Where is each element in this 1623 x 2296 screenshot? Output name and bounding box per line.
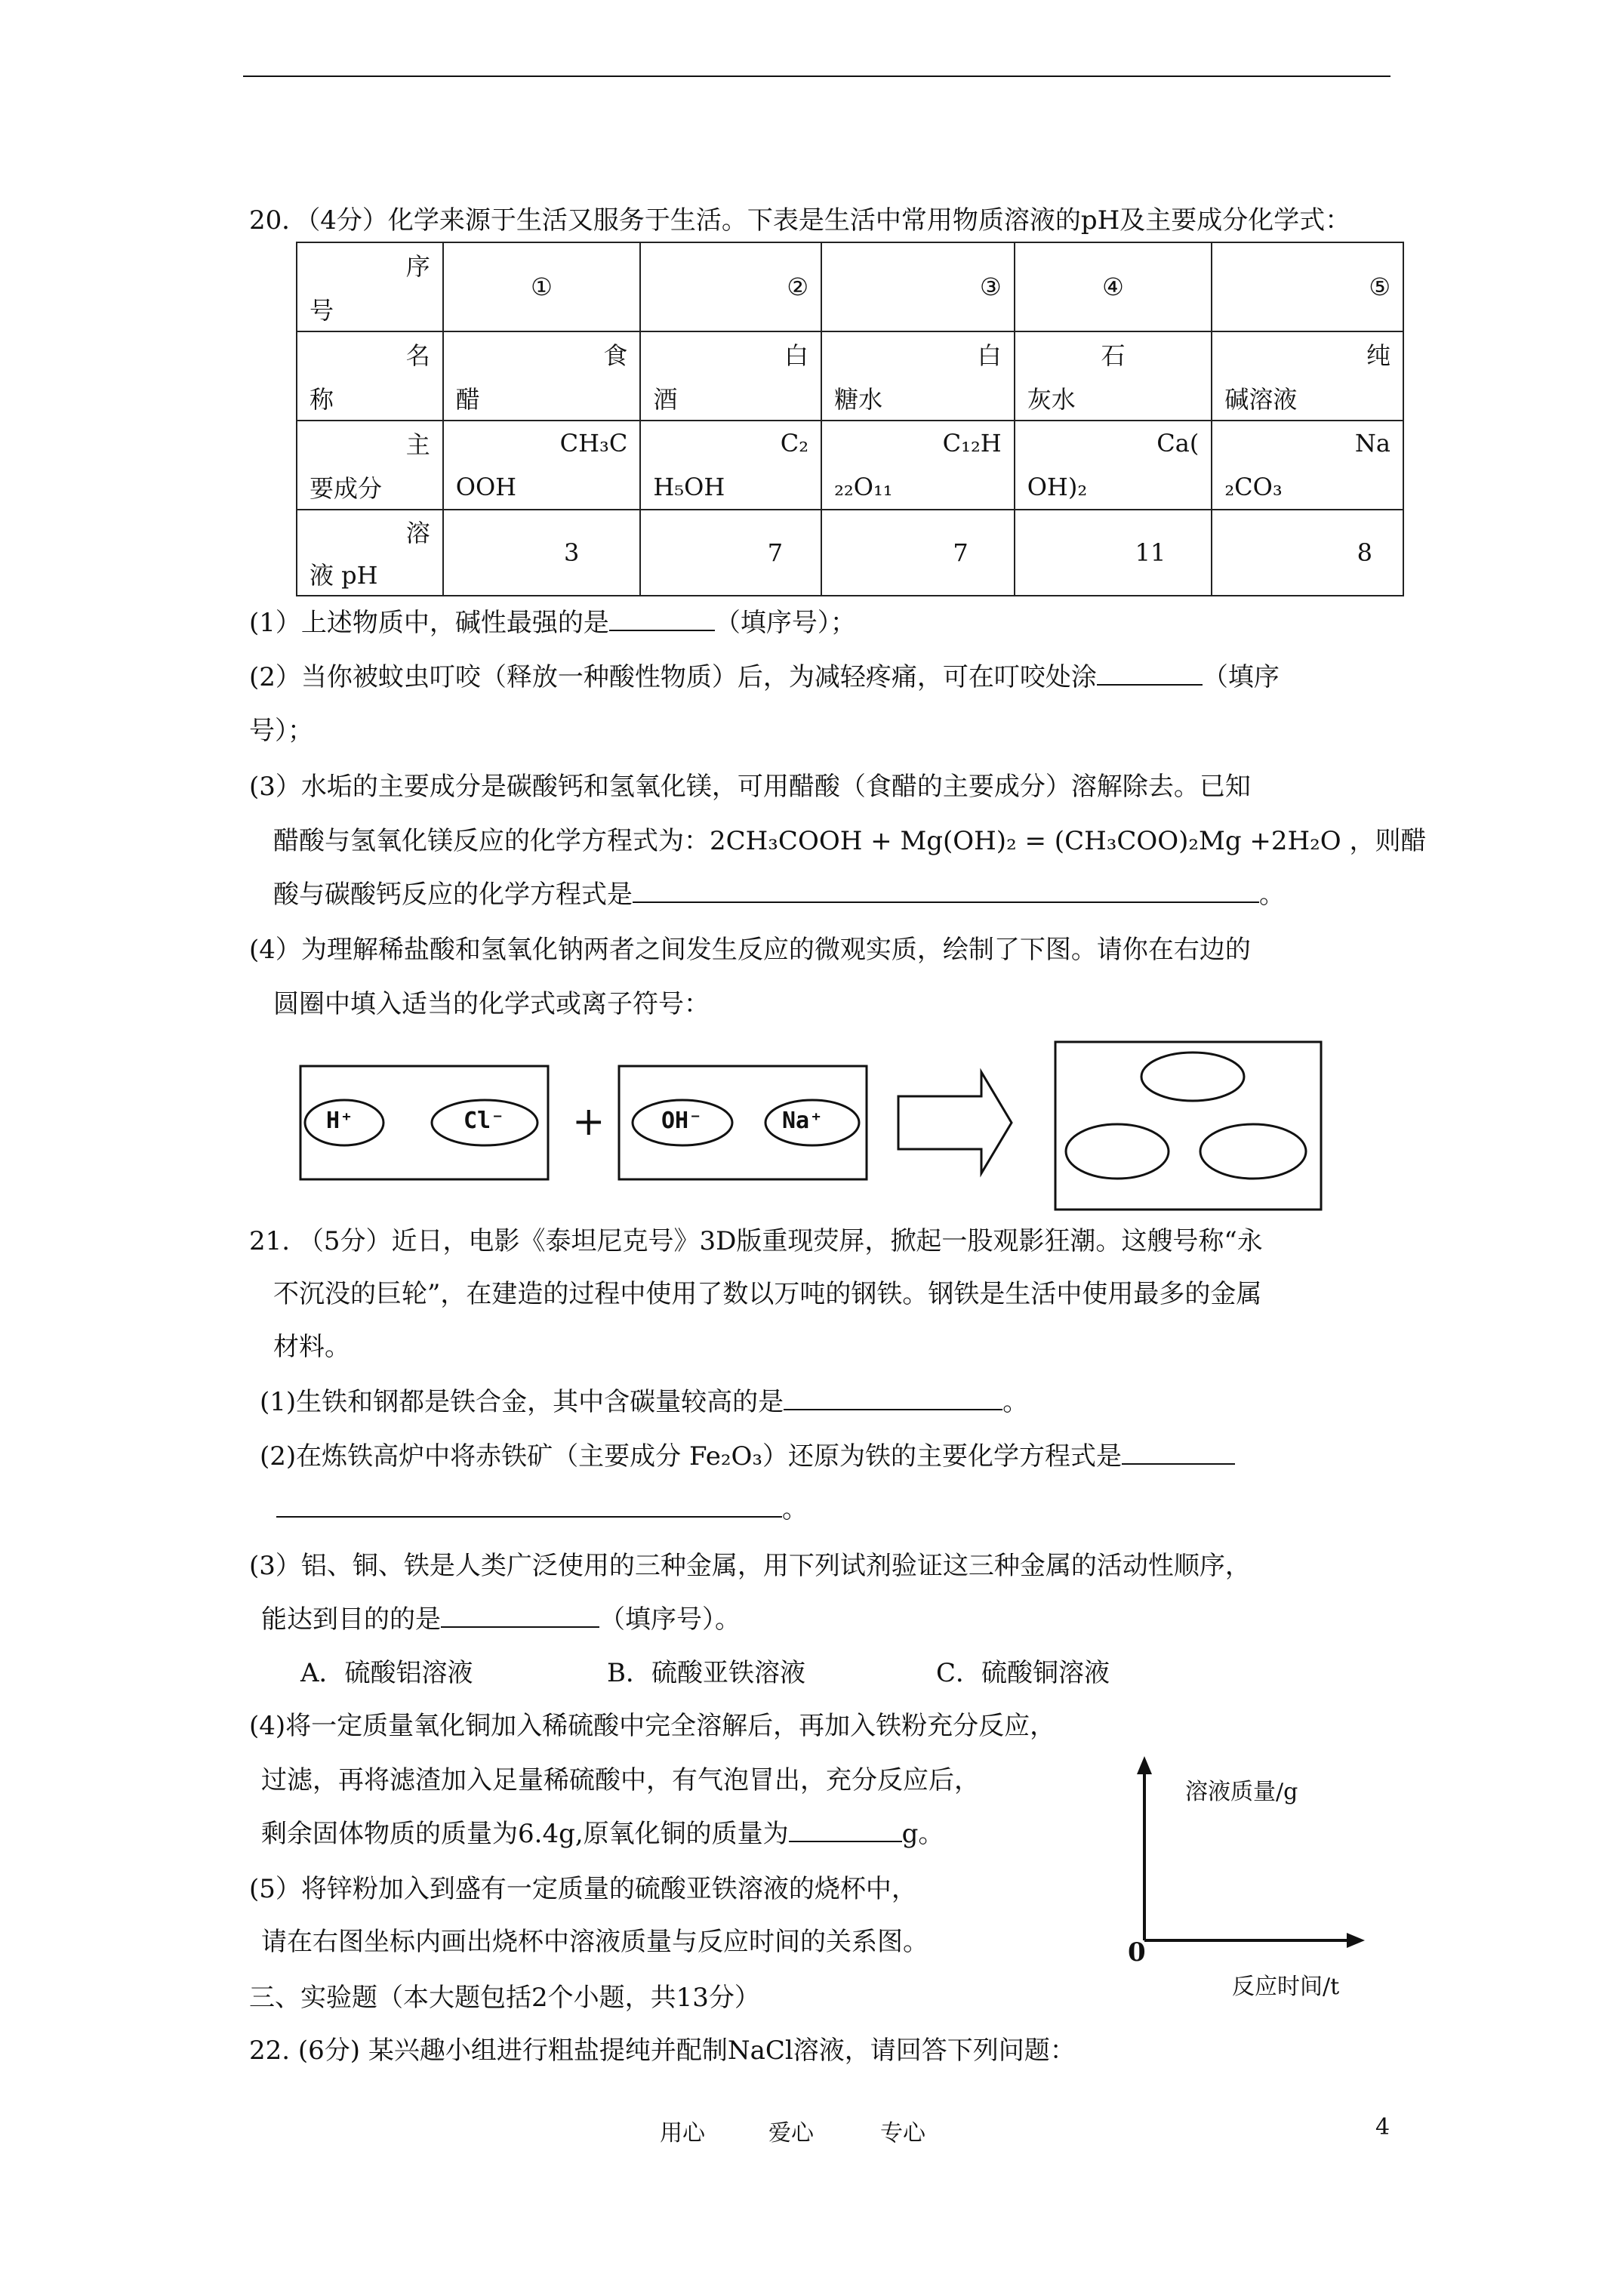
component-4: Ca( OH)₂ [1015, 421, 1212, 510]
x-axis-arrow-icon [1347, 1933, 1365, 1948]
serial-1: ① [443, 242, 641, 331]
q21-sub2: (2)在炼铁高炉中将赤铁矿（主要成分 Fe₂O₃）还原为铁的主要化学方程式是 [260, 1439, 1235, 1473]
q20-sub4-line1: (4）为理解稀盐酸和氢氧化钠两者之间发生反应的微观实质，绘制了下图。请你在右边的 [249, 935, 1251, 965]
q21-option-a: A．硫酸铝溶液 [300, 1658, 473, 1688]
header-rule [243, 76, 1390, 77]
footer-motto-1: 用心 [660, 2120, 705, 2147]
q21-option-c: C．硫酸铜溶液 [936, 1658, 1110, 1688]
q20-header: 20．（4分）化学来源于生活又服务于生活。下表是生活中常用物质溶液的pH及主要成分化学式： [249, 205, 1351, 236]
ph-4: 11 [1015, 510, 1212, 596]
q21-option-b: B．硫酸亚铁溶液 [607, 1658, 805, 1688]
q20-sub2-wrap: 号）； [249, 716, 313, 746]
row-header-component: 主 要成分 [297, 421, 443, 510]
q20-sub1: (1）上述物质中，碱性最强的是 （填序号）； [249, 606, 856, 639]
component-1: CH₃C OOH [443, 421, 641, 510]
graph-xlabel: 反应时间/t [1232, 1974, 1340, 2000]
y-axis-arrow-icon [1137, 1756, 1152, 1774]
name-3: 白 糖水 [821, 331, 1015, 421]
ion-oh-label: OH⁻ [661, 1108, 703, 1134]
q21-line2: 不沉没的巨轮”，在建造的过程中使用了数以万吨的钢铁。钢铁是生活中使用最多的金属 [273, 1279, 1262, 1309]
component-2: C₂ H₅OH [640, 421, 821, 510]
row-header-name: 名 称 [297, 331, 443, 421]
serial-2: ② [640, 242, 821, 331]
naoh-box [619, 1066, 867, 1179]
q21-sub3-line2: 能达到目的的是 （填序号）。 [261, 1602, 741, 1636]
ion-h-label: H⁺ [326, 1108, 354, 1134]
q21-sub4-line2: 过滤，再将滤渣加入足量稀硫酸中，有气泡冒出，充分反应后， [261, 1765, 980, 1795]
q20-sub3-line3: 酸与碳酸钙反应的化学方程式是 。 [273, 877, 1285, 911]
serial-5: ⑤ [1212, 242, 1403, 331]
page-number: 4 [1375, 2114, 1390, 2140]
product-ellipse-left [1066, 1124, 1169, 1179]
ph-table [296, 242, 1404, 596]
section3-heading: 三、实验题（本大题包括2个小题，共13分） [249, 1983, 760, 2013]
ion-cl-label: Cl⁻ [463, 1108, 505, 1134]
name-2: 白 酒 [640, 331, 821, 421]
row-header-serial: 序 号 [297, 242, 443, 331]
q21-sub4-line3: 剩余固体物质的质量为6.4g,原氧化铜的质量为 g。 [261, 1817, 944, 1851]
name-1: 食 醋 [443, 331, 641, 421]
product-box [1055, 1042, 1321, 1210]
ph-2: 7 [640, 510, 821, 596]
q21-sub2-wrap: 。 [276, 1492, 808, 1526]
component-5: Na ₂CO₃ [1212, 421, 1403, 510]
q21-sub5-line1: (5）将锌粉加入到盛有一定质量的硫酸亚铁溶液的烧杯中， [249, 1874, 917, 1904]
graph-ylabel: 溶液质量/g [1185, 1779, 1298, 1805]
component-3: C₁₂H ₂₂O₁₁ [821, 421, 1015, 510]
graph-origin: 0 [1128, 1937, 1146, 1968]
plus-sign: + [572, 1099, 605, 1145]
ion-na-label: Na⁺ [782, 1108, 824, 1134]
footer-motto-3: 专心 [880, 2120, 925, 2147]
right-arrow-icon [898, 1072, 1012, 1173]
ph-3: 7 [821, 510, 1015, 596]
serial-3: ③ [821, 242, 1015, 331]
q21-sub5-line2: 请在右图坐标内画出烧杯中溶液质量与反应时间的关系图。 [261, 1927, 929, 1957]
q20-sub4-line2: 圆圈中填入适当的化学式或离子符号： [273, 989, 710, 1019]
q21-line3: 材料。 [273, 1332, 350, 1362]
q21-sub4-line1: (4)将一定质量氧化铜加入稀硫酸中完全溶解后，再加入铁粉充分反应， [249, 1711, 1056, 1741]
q21-sub3-line1: (3）铝、铜、铁是人类广泛使用的三种金属，用下列试剂验证这三种金属的活动性顺序， [249, 1551, 1251, 1581]
q22-intro: 22. (6分) 某兴趣小组进行粗盐提纯并配制NaCl溶液，请回答下列问题： [249, 2036, 1076, 2066]
q20-sub3-line1: (3）水垢的主要成分是碳酸钙和氢氧化镁，可用醋酸（食醋的主要成分）溶解除去。已知 [249, 772, 1251, 802]
q20-sub2: (2）当你被蚊虫叮咬（释放一种酸性物质）后，为减轻疼痛，可在叮咬处涂 （填序 [249, 660, 1280, 694]
ph-1: 3 [443, 510, 641, 596]
footer-motto-2: 爱心 [768, 2120, 814, 2147]
ph-5: 8 [1212, 510, 1403, 596]
row-header-ph: 溶 液 pH [297, 510, 443, 596]
serial-4: ④ [1015, 242, 1212, 331]
q20-sub3-line2: 醋酸与氢氧化镁反应的化学方程式为：2CH₃COOH + Mg(OH)₂ = (CH₃COO)₂Mg +2H₂O ，则醋 [273, 826, 1427, 856]
product-ellipse-right [1200, 1124, 1306, 1179]
name-5: 纯 碱溶液 [1212, 331, 1403, 421]
q21-line1: 21. （5分）近日，电影《泰坦尼克号》3D版重现荧屏，掀起一股观影狂潮。这艘号称“永 [249, 1226, 1263, 1256]
name-4: 石 灰水 [1015, 331, 1212, 421]
q21-sub1: (1)生铁和钢都是铁合金，其中含碳量较高的是 。 [260, 1385, 1028, 1419]
product-ellipse-top [1141, 1052, 1244, 1101]
